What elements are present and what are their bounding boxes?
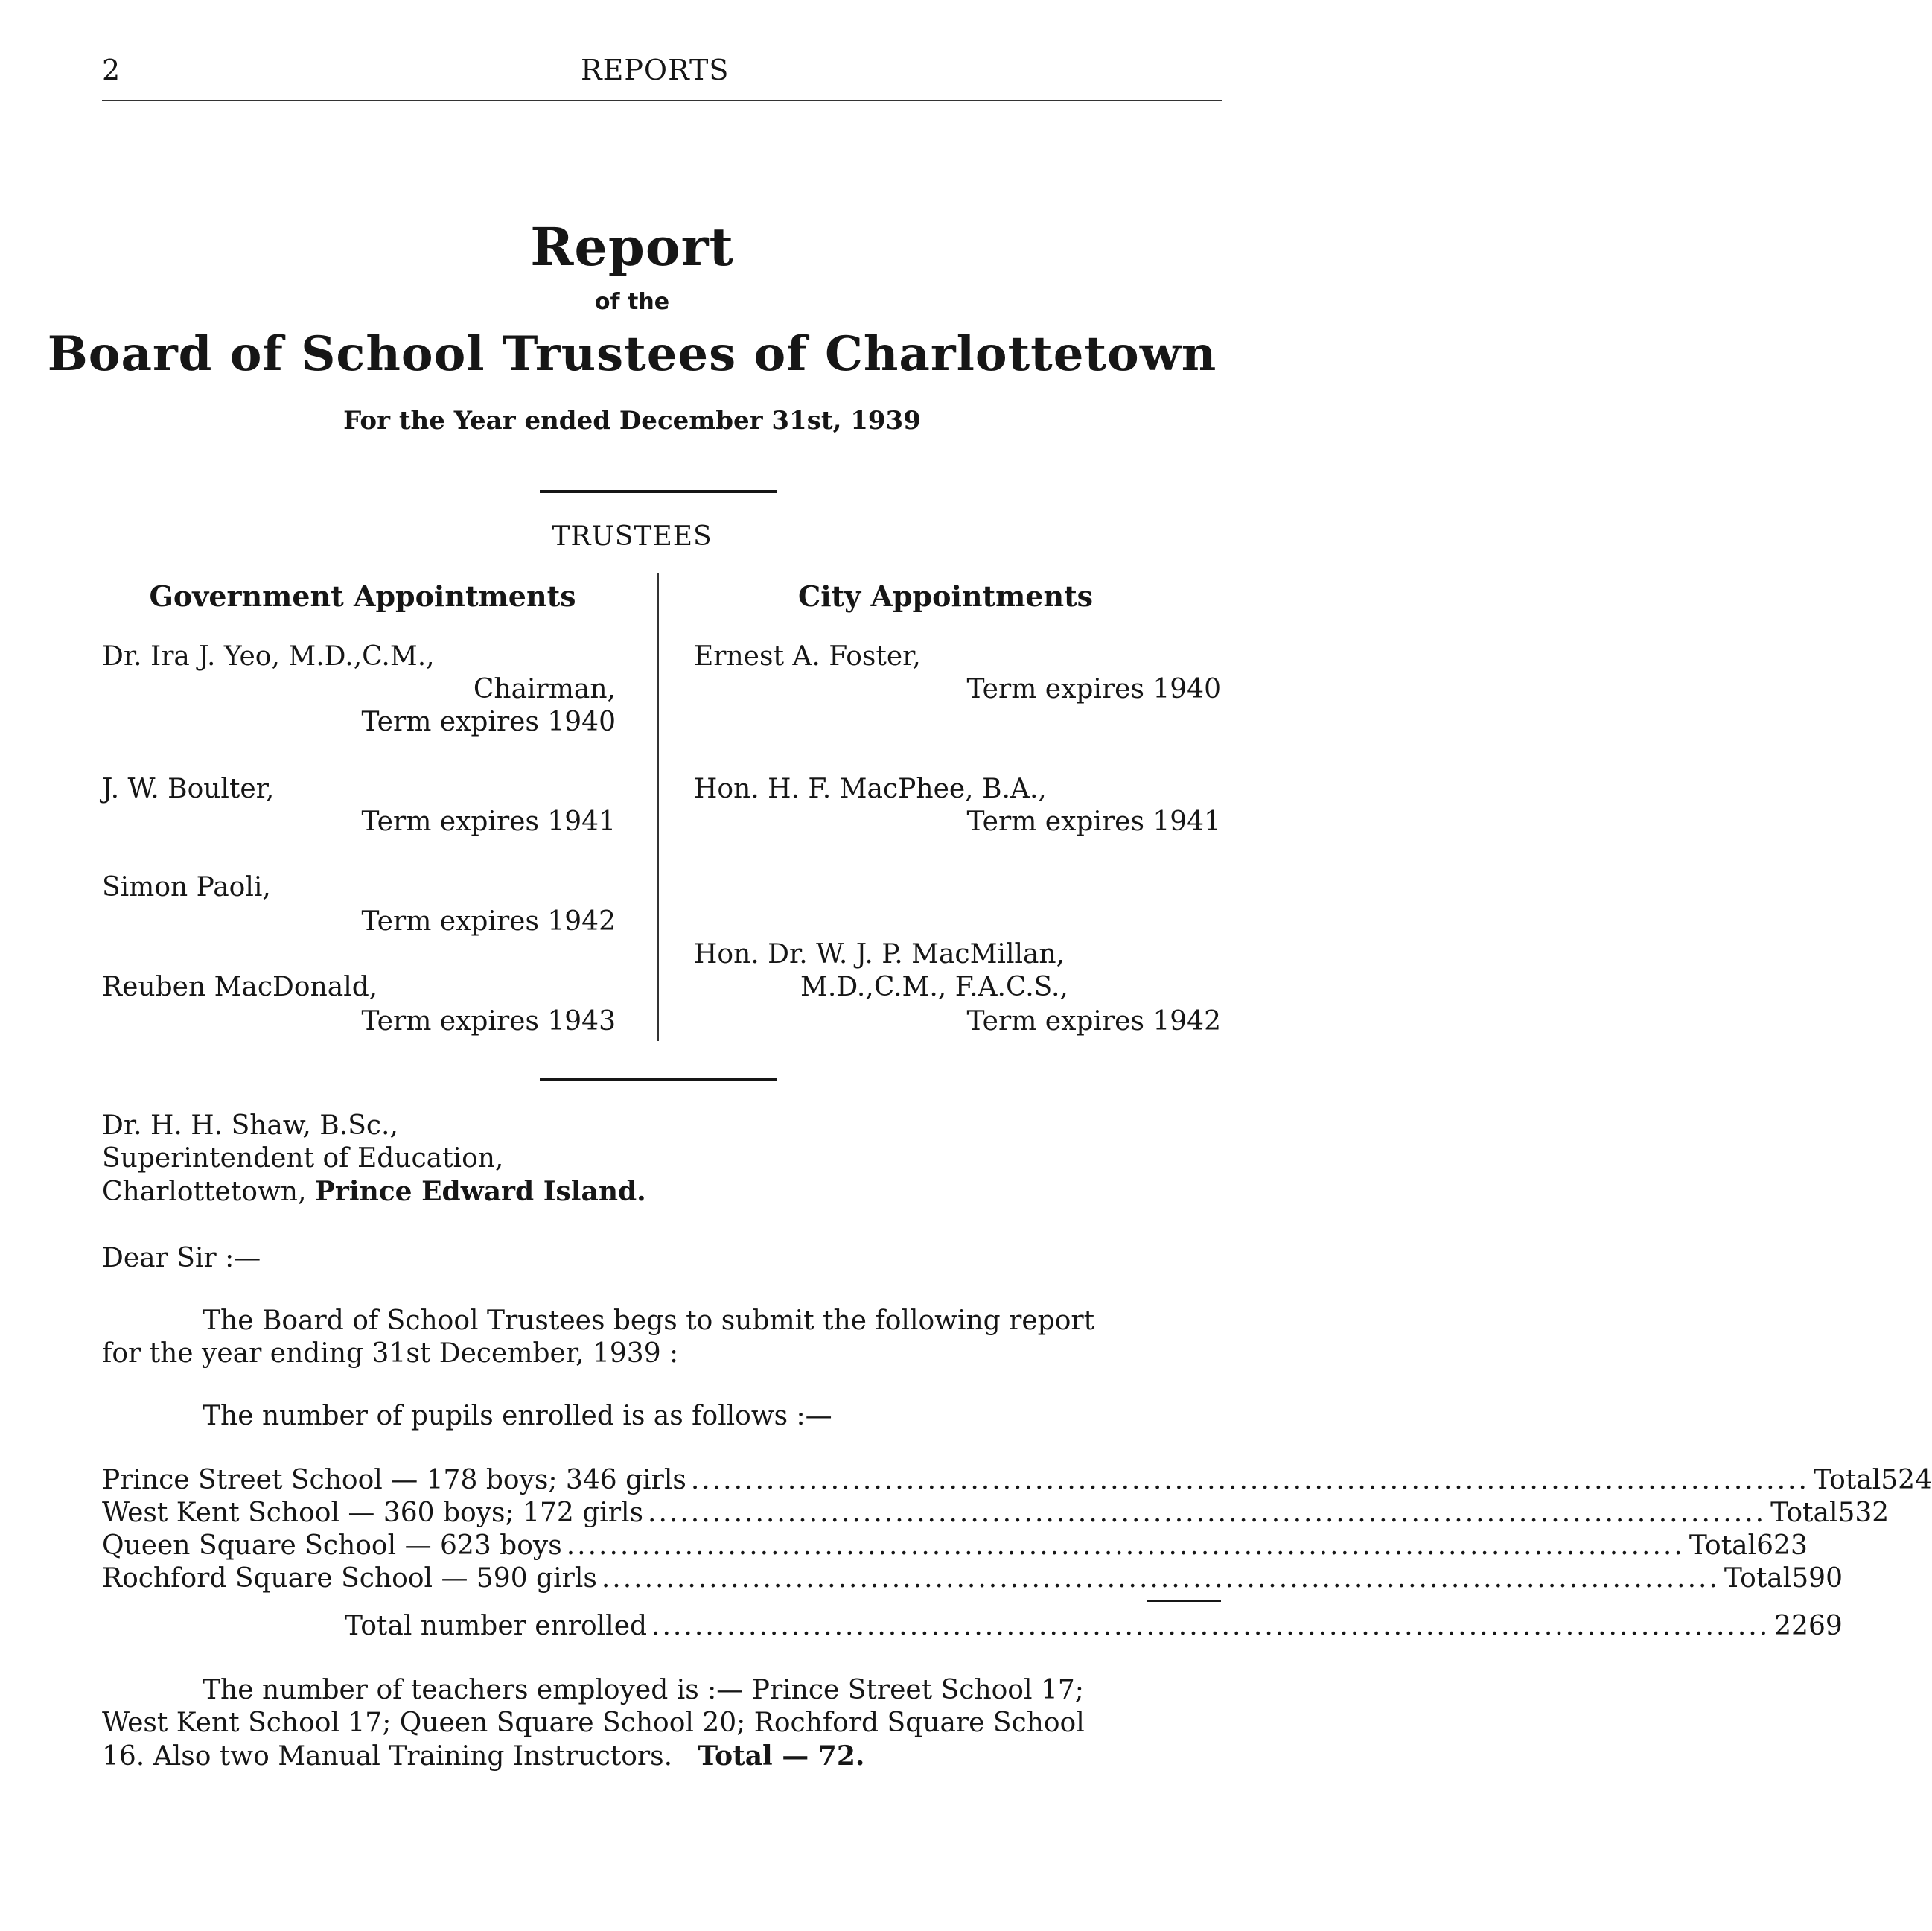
paragraph-line: [203, 1674, 1084, 1707]
total-value: 532: [1837, 1498, 1890, 1528]
address-line: [102, 1175, 646, 1209]
divider-rule: [540, 1078, 777, 1081]
trustee-term: Term expires 1941: [361, 807, 616, 837]
total-label: Total: [1770, 1498, 1838, 1528]
trustee-term: Term expires 1940: [361, 707, 616, 737]
total-label: Total: [1689, 1530, 1757, 1561]
board-title: Board of School Trustees of Charlottetown: [47, 326, 1217, 382]
paragraph-line: [102, 1740, 864, 1773]
total-label: Total: [1724, 1563, 1792, 1594]
manual-training-note: Also two Manual Training Instructors.: [153, 1741, 673, 1772]
salutation: Dear Sir :—: [102, 1243, 261, 1273]
enrollment-row: [102, 1530, 1808, 1562]
enrollment-row: [102, 1464, 1932, 1497]
teachers-rochford-count: 16.: [102, 1741, 153, 1772]
school-enrollment: Queen Square School — 623 boys: [102, 1530, 562, 1561]
dot-leader: ........................................................................................................: [651, 1611, 1770, 1641]
trustee-term: Term expires 1940: [966, 674, 1221, 704]
page-number: 2: [102, 54, 121, 86]
trustee-term: Term expires 1941: [966, 807, 1221, 837]
enrollment-row: [102, 1497, 1890, 1530]
dot-leader: ........................................................................................................: [648, 1498, 1767, 1528]
address-line: Superintendent of Education,: [102, 1143, 504, 1174]
paragraph-line: The Board of School Trustees begs to submit the following report: [203, 1305, 1095, 1336]
total-enrolled-value: 2269: [1774, 1611, 1843, 1641]
school-enrollment: West Kent School — 360 boys; 172 girls: [102, 1498, 644, 1528]
running-title: REPORTS: [581, 54, 730, 86]
trustee-name: Dr. Ira J. Yeo, M.D.,C.M.,: [102, 641, 435, 672]
trustee-role: Chairman,: [473, 674, 616, 704]
trustee-name: J. W. Boulter,: [102, 774, 275, 804]
total-value: 623: [1756, 1530, 1808, 1561]
dot-leader: ........................................................................................................: [690, 1465, 1809, 1495]
city-appointments-heading: City Appointments: [797, 579, 1094, 613]
school-enrollment: Rochford Square School — 590 girls: [102, 1563, 597, 1594]
paragraph-line: The number of pupils enrolled is as follows :—: [203, 1401, 832, 1431]
total-label: Total: [1813, 1465, 1881, 1495]
address-city: Charlottetown,: [102, 1177, 315, 1207]
trustees-heading: TRUSTEES: [552, 521, 712, 552]
enrollment-total-row: [345, 1610, 1843, 1643]
report-title: Report: [530, 216, 734, 278]
trustee-term: Term expires 1942: [361, 906, 616, 937]
trustee-term: Term expires 1942: [966, 1006, 1221, 1037]
dot-leader: ........................................................................................................: [566, 1530, 1685, 1561]
paragraph-line: West Kent School 17; Queen Square School 20; Rochford Square School: [102, 1708, 1085, 1738]
report-period: For the Year ended December 31st, 1939: [343, 406, 921, 436]
header-rule: [102, 100, 1222, 101]
trustee-name: Hon. Dr. W. J. P. MacMillan,: [694, 939, 1065, 970]
paragraph-line: for the year ending 31st December, 1939 :: [102, 1338, 679, 1369]
divider-rule: [540, 490, 777, 493]
trustee-term: Term expires 1943: [361, 1006, 616, 1037]
teachers-prince-street: Prince Street School 17;: [751, 1675, 1084, 1705]
government-appointments-heading: Government Appointments: [149, 579, 576, 613]
trustee-name: Hon. H. F. MacPhee, B.A.,: [694, 774, 1047, 804]
report-of-the: of the: [594, 289, 670, 315]
teachers-total: Total — 72.: [698, 1740, 865, 1772]
trustee-name: Simon Paoli,: [102, 872, 271, 903]
sum-rule: [1147, 1600, 1221, 1602]
address-line: Dr. H. H. Shaw, B.Sc.,: [102, 1110, 398, 1141]
total-value: 590: [1791, 1563, 1843, 1594]
total-enrolled-label: Total number enrolled: [345, 1611, 648, 1641]
trustee-credentials: M.D.,C.M., F.A.C.S.,: [800, 972, 1068, 1002]
school-enrollment: Prince Street School — 178 boys; 346 girls: [102, 1465, 686, 1495]
enrollment-row: [102, 1562, 1843, 1595]
dot-leader: ........................................................................................................: [601, 1563, 1720, 1594]
trustee-name: Reuben MacDonald,: [102, 972, 378, 1002]
total-value: 524: [1881, 1465, 1932, 1495]
trustee-name: Ernest A. Foster,: [694, 641, 921, 672]
column-divider: [657, 573, 659, 1041]
address-province: Prince Edward Island.: [314, 1176, 646, 1207]
teachers-intro: The number of teachers employed is :—: [203, 1675, 752, 1705]
